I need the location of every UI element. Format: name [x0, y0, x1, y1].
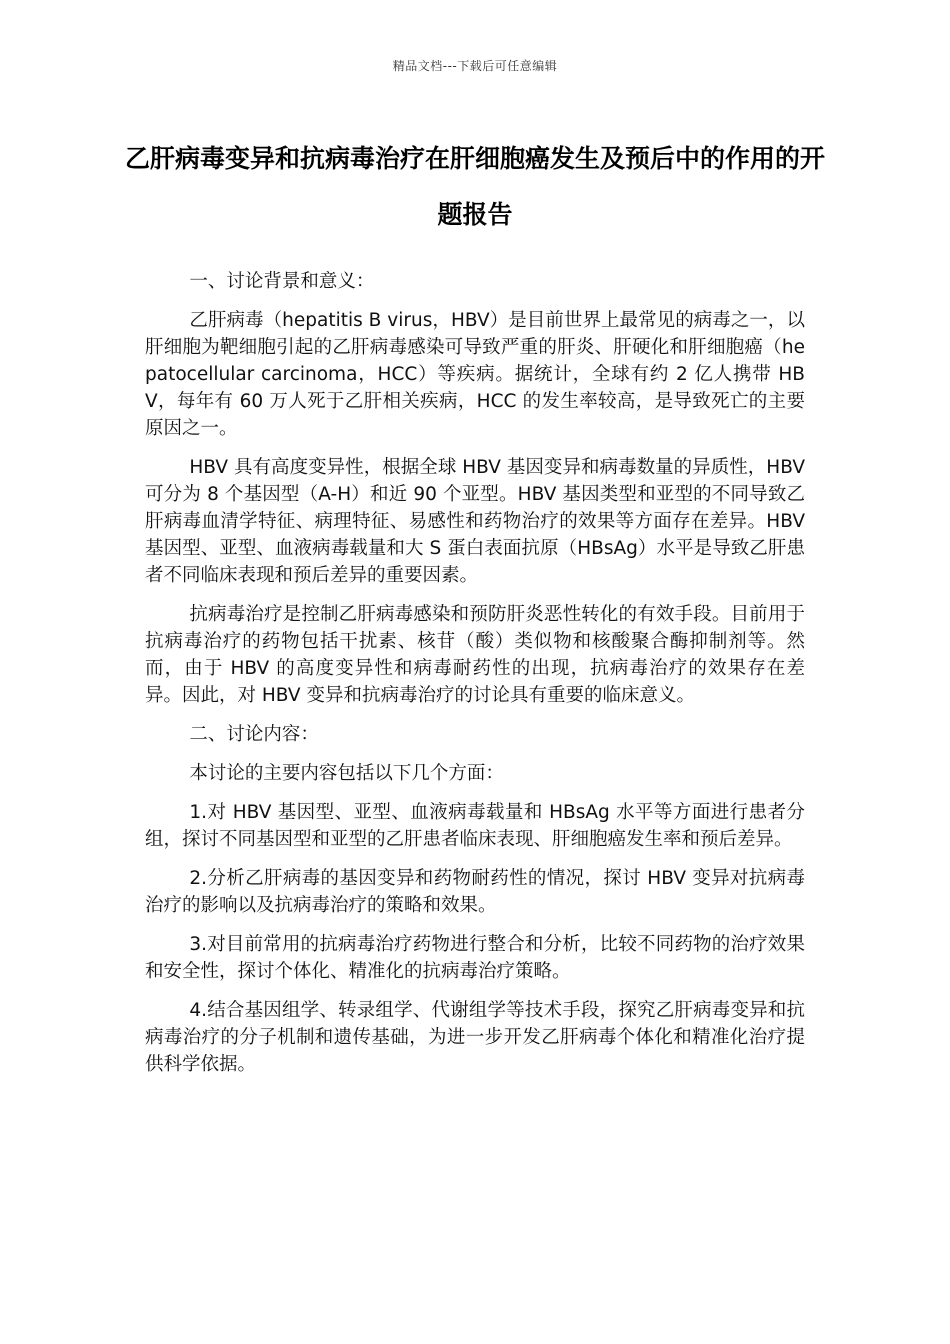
- list-item-1: 1.对 HBV 基因型、亚型、血液病毒载量和 HBsAg 水平等方面进行患者分组，探讨不同基因型和亚型的乙肝患者临床表现、肝细胞癌发生率和预后差异。: [145, 802, 805, 850]
- paragraph-antiviral-treatment: 抗病毒治疗是控制乙肝病毒感染和预防肝炎恶性转化的有效手段。目前用于抗病毒治疗的药物包括干扰素、核苷（酸）类似物和核酸聚合酶抑制剂等。然而，由于 HBV 的高度变异性和病毒耐药性的出现，抗病毒治疗的效果存在差异。因此，对 HBV 变异和抗病毒治疗的讨论具有重要的临床意义。: [145, 604, 805, 706]
- list-item-2: 2.分析乙肝病毒的基因变异和药物耐药性的情况，探讨 HBV 变异对抗病毒治疗的影响以及抗病毒治疗的策略和效果。: [145, 868, 805, 916]
- section-heading-background: 一、讨论背景和意义：: [189, 271, 375, 292]
- list-item-4: 4.结合基因组学、转录组学、代谢组学等技术手段，探究乙肝病毒变异和抗病毒治疗的分子机制和遗传基础，为进一步开发乙肝病毒个体化和精准化治疗提供科学依据。: [145, 1000, 805, 1075]
- paragraph-hbv-intro: 乙肝病毒（hepatitis B virus，HBV）是目前世界上最常见的病毒之一，以肝细胞为靶细胞引起的乙肝病毒感染可导致严重的肝炎、肝硬化和肝细胞癌（hepatocellular carcinoma，HCC）等疾病。据统计，全球有约 2 亿人携带 HBV，每年有 60 万人死于乙肝相关疾病，HCC 的发生率较高，是导致死亡的主要原因之一。: [145, 310, 805, 439]
- document-title: 乙肝病毒变异和抗病毒治疗在肝细胞癌发生及预后中的作用的开题报告: [124, 144, 825, 229]
- section-heading-content: 二、讨论内容：: [189, 724, 319, 745]
- header-note: 精品文档---下载后可任意编辑: [392, 59, 558, 73]
- paragraph-content-intro: 本讨论的主要内容包括以下几个方面：: [189, 763, 504, 784]
- document-body: [145, 268, 805, 1090]
- list-item-3: 3.对目前常用的抗病毒治疗药物进行整合和分析，比较不同药物的治疗效果和安全性，探讨个体化、精准化的抗病毒治疗策略。: [145, 934, 805, 982]
- paragraph-hbv-variability: HBV 具有高度变异性，根据全球 HBV 基因变异和病毒数量的异质性，HBV 可分为 8 个基因型（A-H）和近 90 个亚型。HBV 基因类型和亚型的不同导致乙肝病毒血清学特征、病理特征、易感性和药物治疗的效果等方面存在差异。HBV 基因型、亚型、血液病毒载量和大 S 蛋白表面抗原（HBsAg）水平是导致乙肝患者不同临床表现和预后差异的重要因素。: [145, 457, 805, 586]
